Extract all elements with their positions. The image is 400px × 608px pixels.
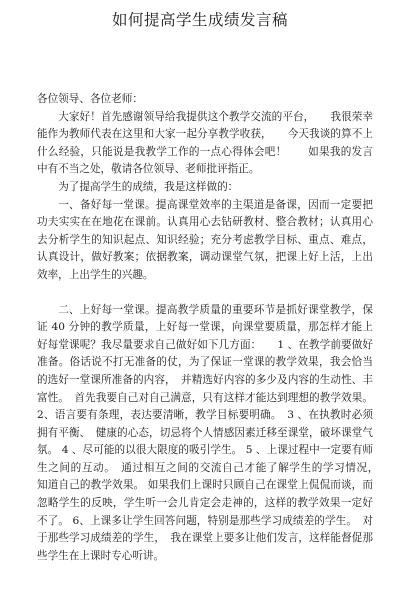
paragraph-gap [37,285,373,302]
paragraph-section-1: 一、备好每一堂课。提高课堂效率的主渠道是备课，因而一定要把功夫实实在在地花在课前。认真用心去钻研教材、整合教材；认真用心去分析学生的知识起点、知识经验；充分考虑教学目标、重点、难点，认真设计，做好教案；依据教案，调动课堂气氛，把课上好上活，上出效率，上出学生的兴趣。 [37,198,373,281]
paragraph-opening: 大家好！首先感谢领导给我提供这个教学交流的平台， 我很荣幸能作为教师代表在这里和大家一起分享教学收获， 今天我谈的算不上什么经验，只能说是我教学工作的一点心得体会吧！ 如果我的发言中有不当之处，敬请各位领导、老师批评指正。 [37,110,373,176]
paragraph-intro: 为了提高学生的成绩，我是这样做的： [58,180,239,193]
document-title: 如何提高学生成绩发言稿 [111,11,288,29]
document-body [37,91,384,565]
salutation: 各位领导、各位老师： [37,93,143,105]
paragraph-section-2: 二、上好每一堂课。提高教学质量的重要环节是抓好课堂教学，保证 40 分钟的教学质量，上好每一堂课，向课堂要质量，那怎样才能上好每堂课呢？我尽量要求自己做好如下几方面： 1 、在教学前要做好准备。俗话说不打无准备的仗，为了保证一堂课的教学效果，我会恰当的选好一堂课所准备的内容， 并精选好内容的多少及内容的生动性、丰富性。 首先我要自己对自己满意，只有这样才能达到理想的教学效果。 2、语言要有条理，表达要清晰，教学目标要明确。 3 、在执教时必须拥有平衡、 健康的心态，切忌将个人情感因素迁移至课堂，破坏课堂气氛。 4 、尽可能的以很大限度的吸引学生。 5 、上课过程中一定要有师生之间的互动。 通过相互之间的交流自己才能了解学生的学习情况， 知道自己的教学效果。 如果我们上课时只顾自己在课堂上侃侃而谈，而忽略学生的反映，学生听一会儿肯定会走神的，这样的教学效果一定好不了。 6、上课多让学生回答问题，特别是那些学习成绩差的学生。 对于那些学习成绩差的学生， 我在课堂上要多让他们发言，这样能督促那些学生在上课时专心听讲。 [37,303,384,562]
